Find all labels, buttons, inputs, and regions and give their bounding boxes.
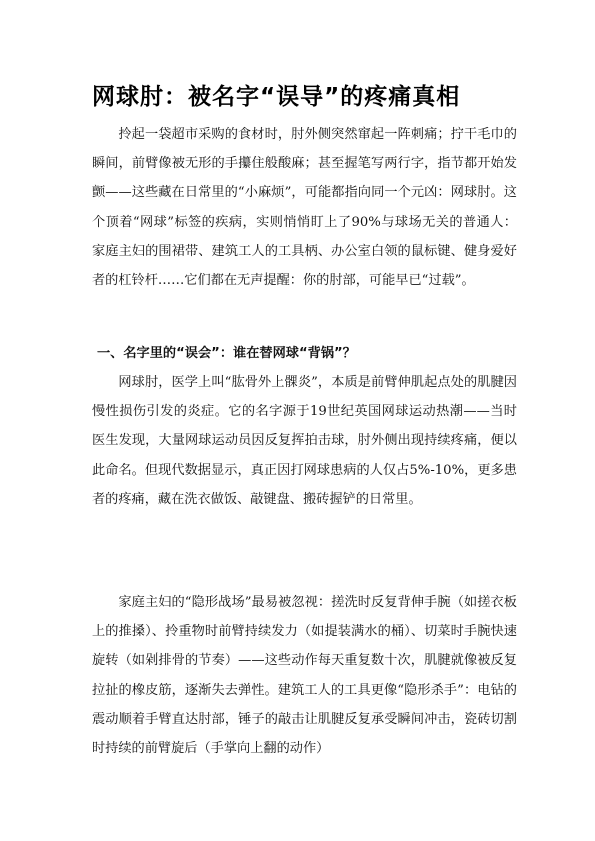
article-title: 网球肘：被名字“误导”的疼痛真相 xyxy=(92,84,461,110)
section-heading: 一、名字里的“误会”：谁在替网球“背锅”？ xyxy=(97,346,356,361)
section-paragraph-2: 家庭主妇的“隐形战场”最易被忽视：搓洗时反复背伸手腕（如搓衣板上的推搡）、拎重物时前臂持续发力（如提装满水的桶）、切菜时手腕快速旋转（如剁排骨的节奏）——这些动作每天重复数十次，肌腱就像被反复拉扯的橡皮筋，逐渐失去弹性。建筑工人的工具更像“隐形杀手”：电钻的震动顺着手臂直达肘部，锤子的敲击让肌腱反复承受瞬间冲击，瓷砖切割时持续的前臂旋后（手掌向上翻的动作） xyxy=(92,595,517,757)
section-paragraph-1: 网球肘，医学上叫“肱骨外上髁炎”，本质是前臂伸肌起点处的肌腱因慢性损伤引发的炎症。它的名字源于19世纪英国网球运动热潮——当时医生发现，大量网球运动员因反复挥拍击球，肘外侧出现持续疼痛，便以此命名。但现代数据显示，真正因打网球患病的人仅占5%-10%，更多患者的疼痛，藏在洗衣做饭、敲键盘、搬砖握铲的日常里。 xyxy=(92,375,517,507)
intro-paragraph: 拎起一袋超市采购的食材时，肘外侧突然窜起一阵刺痛；拧干毛巾的瞬间，前臂像被无形的手攥住般酸麻；甚至握笔写两行字，指节都开始发颤——这些藏在日常里的“小麻烦”，可能都指向同一个元凶：网球肘。这个顶着“网球”标签的疾病，实则悄悄盯上了90%与球场无关的普通人：家庭主妇的围裙带、建筑工人的工具柄、办公室白领的鼠标键、健身爱好者的杠铃杆……它们都在无声提醒：你的肘部，可能早已“过载”。 xyxy=(92,127,517,289)
